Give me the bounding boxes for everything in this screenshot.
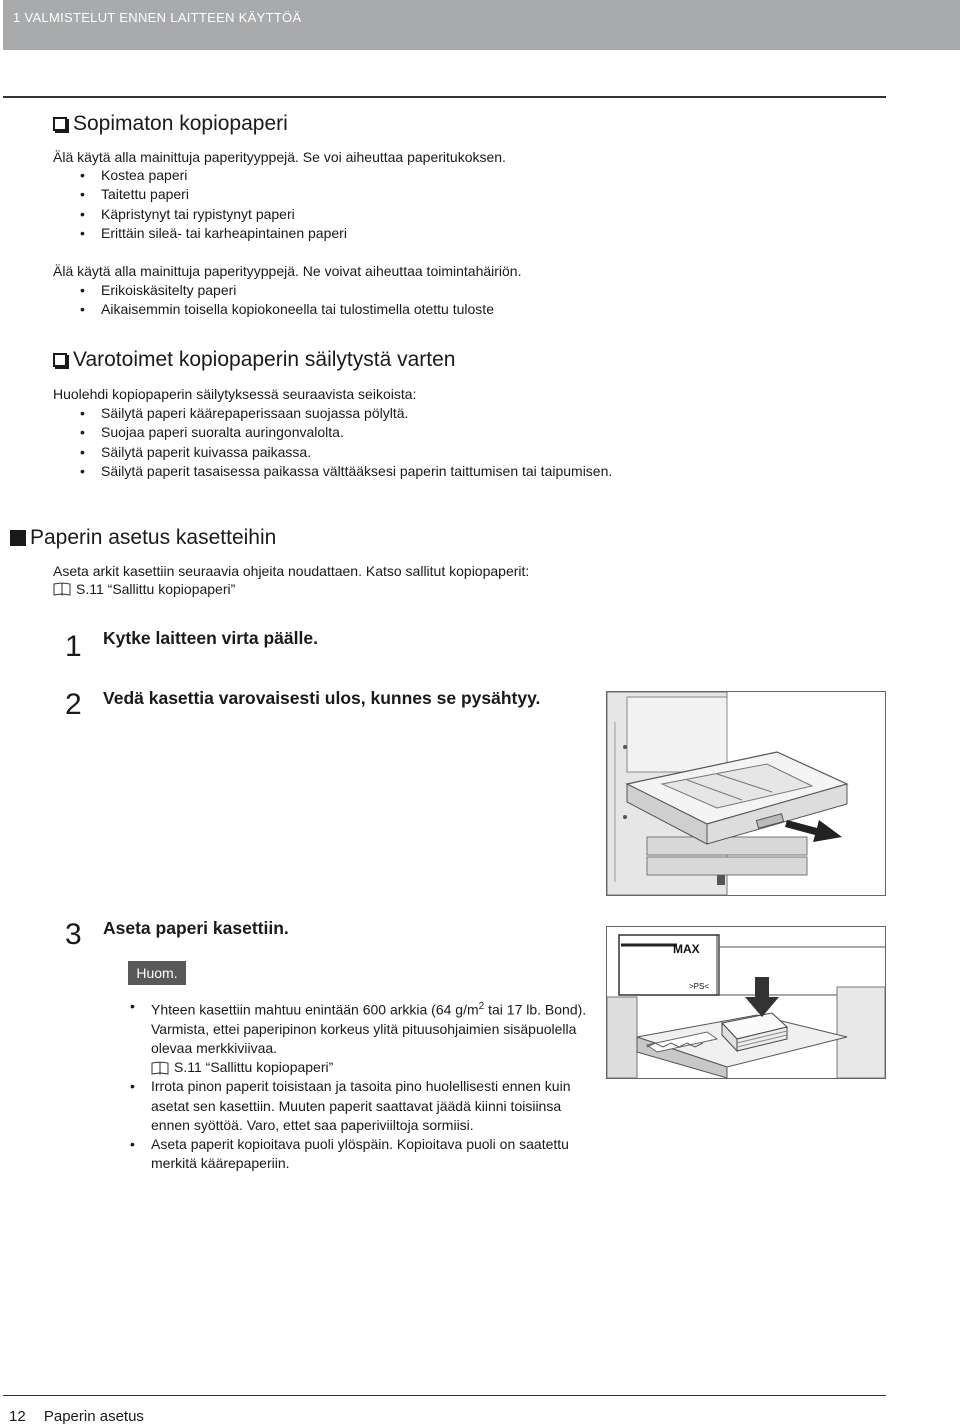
list-item: • Aikaisemmin toisella kopiokoneella tai tulostimella otettu tuloste bbox=[80, 300, 494, 319]
section1-intro2: Älä käytä alla mainittuja paperityyppejä. Ne voivat aiheuttaa toimintahäiriön. bbox=[53, 263, 522, 279]
section1-list2 bbox=[80, 281, 494, 320]
checkbox-square-icon bbox=[53, 117, 67, 131]
list-item: • Kostea paperi bbox=[80, 166, 347, 185]
book-icon bbox=[53, 582, 71, 596]
list-item: • Erikoiskäsitelty paperi bbox=[80, 281, 494, 300]
list-item: • Säilytä paperit kuivassa paikassa. bbox=[80, 443, 612, 462]
list-item: • Säilytä paperi käärepaperissaan suojassa pölyltä. bbox=[80, 404, 612, 423]
footer-section-title: Paperin asetus bbox=[43, 1408, 144, 1425]
step-text: Kytke laitteen virta päälle. bbox=[103, 628, 318, 648]
section2-intro: Huolehdi kopiopaperin säilytyksessä seuraavista seikoista: bbox=[53, 386, 417, 402]
list-item: • Taitettu paperi bbox=[80, 185, 347, 204]
section2-list bbox=[80, 404, 612, 482]
step-number: 2 bbox=[65, 688, 82, 721]
note-item: • Yhteen kasettiin mahtuu enintään 600 arkkia (64 $g/m^2$ tai 17 lb. Bond). Varmista, ettei paperipinon korkeus ylitä pituusohjaimien sisäpuolella olevaa merkkiviivaa. S.11 “Sallittu kopiopaperi” bbox=[130, 997, 590, 1077]
note-list bbox=[130, 997, 590, 1173]
top-rule bbox=[3, 96, 886, 98]
section-sopimaton-heading: Sopimaton kopiopaperi bbox=[53, 112, 288, 136]
list-item: • Suojaa paperi suoralta auringonvalolta. bbox=[80, 423, 612, 442]
list-item: • Käpristynyt tai rypistynyt paperi bbox=[80, 205, 347, 224]
paper-loading-illustration bbox=[606, 926, 886, 1079]
step-text: Aseta paperi kasettiin. bbox=[103, 918, 289, 938]
section1-list1 bbox=[80, 166, 347, 244]
page-reference-link[interactable]: S.11 “Sallittu kopiopaperi” bbox=[53, 581, 235, 597]
copier-drawer-image bbox=[607, 692, 885, 895]
note-badge: Huom. bbox=[128, 961, 186, 985]
bottom-rule bbox=[3, 1395, 886, 1396]
step-number: 3 bbox=[65, 918, 82, 951]
chapter-header bbox=[3, 0, 960, 50]
page-number: 12 bbox=[9, 1408, 26, 1425]
list-item: • Säilytä paperit tasaisessa paikassa välttääksesi paperin taittumisen tai taipumisen. bbox=[80, 462, 612, 481]
step-number: 1 bbox=[65, 630, 82, 663]
book-icon bbox=[151, 1061, 169, 1075]
step-text: Vedä kasettia varovaisesti ulos, kunnes se pysähtyy. bbox=[103, 688, 541, 708]
section-paperin-asetus-heading: Paperin asetus kasetteihin bbox=[10, 526, 276, 550]
filled-square-icon bbox=[10, 530, 26, 546]
note-item: • Irrota pinon paperit toisistaan ja tasoita pino huolellisesti ennen kuin asetat sen kasettiin. Muuten paperit saattavat jäädä kiinni toisiinsa ennen syöttöä. Varo, ettet saa paperiviiltoja sormiisi. bbox=[130, 1077, 590, 1135]
page-footer bbox=[9, 1408, 158, 1425]
note-page-reference-link[interactable]: S.11 “Sallittu kopiopaperi” bbox=[151, 1058, 590, 1077]
section3-intro: Aseta arkit kasettiin seuraavia ohjeita noudattaen. Katso sallitut kopiopaperit: bbox=[53, 563, 530, 579]
section-varotoimet-heading: Varotoimet kopiopaperin säilytystä varten bbox=[53, 348, 455, 372]
drawer-pull-illustration bbox=[606, 691, 886, 896]
max-label: MAX bbox=[673, 942, 700, 956]
paper-cassette-image bbox=[607, 927, 885, 1078]
checkbox-square-icon bbox=[53, 353, 67, 367]
chapter-title: 1 VALMISTELUT ENNEN LAITTEEN KÄYTTÖÄ bbox=[13, 10, 302, 25]
list-item: • Erittäin sileä- tai karheapintainen paperi bbox=[80, 224, 347, 243]
note-item: • Aseta paperit kopioitava puoli ylöspäin. Kopioitava puoli on saatettu merkitä käärepaperiin. bbox=[130, 1135, 590, 1173]
section1-intro1: Älä käytä alla mainittuja paperityyppejä. Se voi aiheuttaa paperitukoksen. bbox=[53, 149, 506, 165]
ps-label: >PS< bbox=[689, 982, 710, 991]
